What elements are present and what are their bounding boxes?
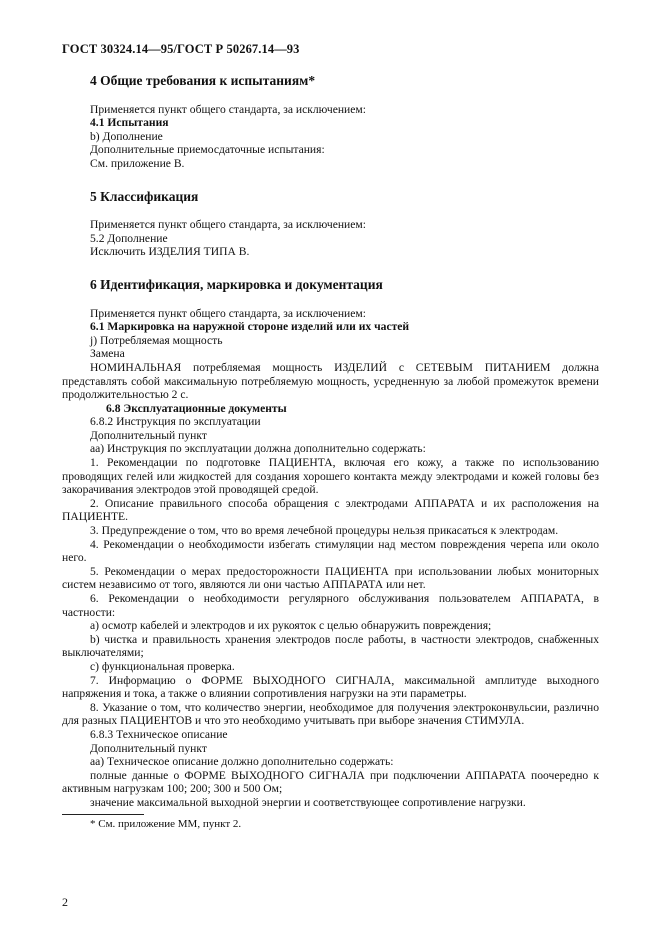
paragraph: Применяется пункт общего стандарта, за исключением: — [90, 306, 366, 320]
paragraph: Дополнительные приемосдаточные испытания: — [90, 143, 325, 157]
paragraph: Исключить ИЗДЕЛИЯ ТИПА В. — [90, 245, 250, 259]
list-item: 7. Информацию о ФОРМЕ ВЫХОДНОГО СИГНАЛА, максимальной амплитуде выходного напряжения и тока, а также о влиянии сопротивления нагрузки на эти параметры. — [62, 673, 599, 701]
page-body — [62, 60, 599, 831]
list-item: 3. Предупреждение о том, что во время лечебной процедуры нельзя прикасаться к электродам. — [90, 524, 559, 538]
paragraph: 6.8.2 Инструкция по эксплуатации — [90, 415, 261, 429]
paragraph: Применяется пункт общего стандарта, за исключением: — [90, 102, 366, 116]
paragraph: значение максимальной выходной энергии и соответствующее сопротивление нагрузки. — [90, 795, 526, 809]
paragraph: См. приложение В. — [90, 156, 185, 170]
subsection-heading: 6.8 Эксплуатационные документы — [106, 401, 287, 415]
footnote: * См. приложение ММ, пункт 2. — [90, 817, 242, 830]
paragraph: аа) Инструкция по эксплуатации должна дополнительно содержать: — [90, 442, 426, 456]
paragraph: j) Потребляемая мощность — [90, 333, 223, 347]
paragraph: НОМИНАЛЬНАЯ потребляемая мощность ИЗДЕЛИЙ с СЕТЕВЫМ ПИТАНИЕМ должна представлять собой максимальную потребляемую мощность, усредненную за любой промежуток времени продолжительностью 2 с. — [62, 360, 599, 402]
section-6-title: 6 Идентификация, маркировка и документация — [90, 276, 383, 292]
paragraph: b) Дополнение — [90, 129, 163, 143]
list-item: c) функциональная проверка. — [90, 659, 235, 673]
subsection-heading: 4.1 Испытания — [90, 116, 169, 130]
subsection-heading: 6.1 Маркировка на наружной стороне изделий или их частей — [90, 320, 410, 334]
list-item: 8. Указание о том, что количество энергии, необходимое для получения электроконвульсии, различно для разных ПАЦИЕНТОВ и что это необходимо учитывать при выборе значения СТИМУЛА. — [62, 700, 599, 728]
paragraph: аа) Техническое описание должно дополнительно содержать: — [90, 755, 394, 769]
list-item: 5. Рекомендации о мерах предосторожности ПАЦИЕНТА при использовании любых мониторных систем независимо от того, являются ли они частью АППАРАТА или нет. — [62, 564, 599, 592]
list-item: 2. Описание правильного способа обращения с электродами АППАРАТА и их расположения на ПАЦИЕНТЕ. — [62, 496, 599, 524]
list-item: 1. Рекомендации по подготовке ПАЦИЕНТА, включая его кожу, а также по использованию проводящих гелей или жидкостей для создания хорошего контакта между электродами и кожей головы без закорачивания электродов этой проводящей средой. — [62, 456, 599, 497]
paragraph: Дополнительный пункт — [90, 428, 207, 442]
page-number: 2 — [62, 895, 68, 909]
list-item: 4. Рекомендации о необходимости избегать стимуляции над местом повреждения черепа или около него. — [62, 537, 599, 565]
paragraph: 6.8.3 Техническое описание — [90, 727, 228, 741]
list-item: b) чистка и правильность хранения электродов после работы, в частности электродов, снабженных выключателями; — [62, 632, 599, 660]
list-item: 6. Рекомендации о необходимости регулярного обслуживания пользователем АППАРАТА, в частности: — [62, 592, 599, 619]
paragraph: Применяется пункт общего стандарта, за исключением: — [90, 218, 366, 232]
paragraph: 5.2 Дополнение — [90, 231, 168, 245]
paragraph: Замена — [90, 347, 125, 361]
document-header: ГОСТ 30324.14—95/ГОСТ Р 50267.14—93 — [62, 42, 300, 56]
section-5-title: 5 Классификация — [90, 188, 199, 204]
paragraph: полные данные о ФОРМЕ ВЫХОДНОГО СИГНАЛА при подключении АППАРАТА поочередно к активным нагрузкам 100; 200; 300 и 500 Ом; — [62, 768, 599, 796]
section-4-title: 4 Общие требования к испытаниям* — [90, 73, 316, 88]
paragraph: Дополнительный пункт — [90, 741, 207, 755]
footnote-divider — [62, 814, 144, 815]
list-item: a) осмотр кабелей и электродов и их рукояток с целью обнаружить повреждения; — [90, 619, 492, 633]
